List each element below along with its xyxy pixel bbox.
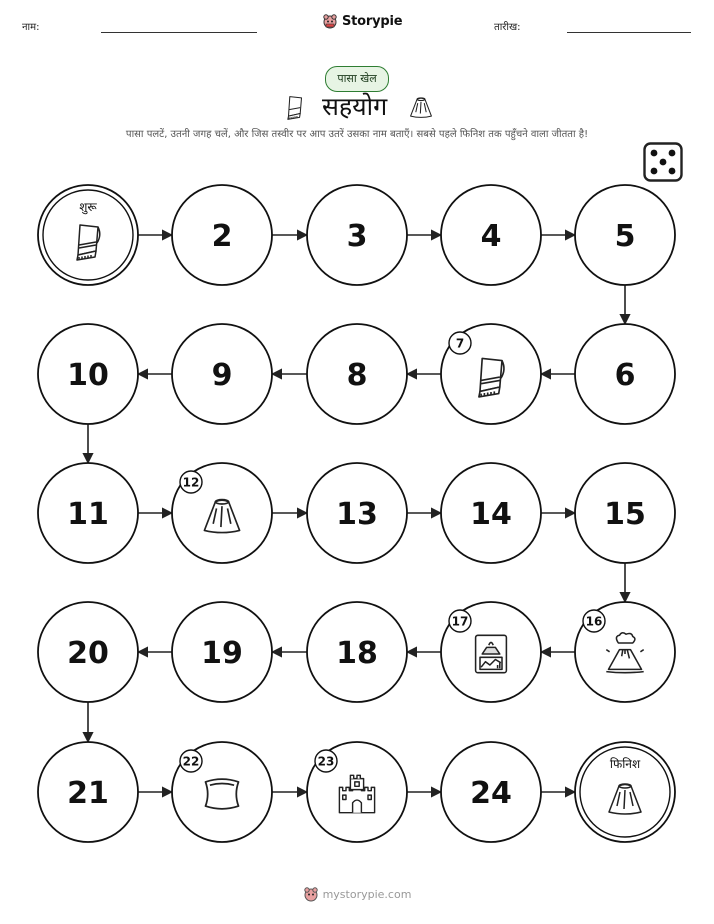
board-cell-11[interactable] xyxy=(38,463,138,563)
board-cell-24[interactable] xyxy=(441,742,541,842)
cell-number: 11 xyxy=(67,497,109,532)
board-cell-22[interactable] xyxy=(172,742,272,842)
cell-number: 8 xyxy=(346,358,368,393)
name-label: नाम: xyxy=(22,22,40,33)
cell-number: 6 xyxy=(614,358,636,393)
game-title: सहयोग xyxy=(322,92,388,121)
cell-number: 24 xyxy=(470,776,512,811)
board-cell-17[interactable] xyxy=(441,602,541,702)
cell-number: 17 xyxy=(451,614,469,629)
cell-number: 19 xyxy=(201,636,243,671)
storypie-logo-icon xyxy=(303,886,319,902)
footer-url[interactable]: mystorypie.com xyxy=(322,887,412,901)
cell-number: 3 xyxy=(346,219,368,254)
board-cell-13[interactable] xyxy=(307,463,407,563)
board-cell-18[interactable] xyxy=(307,602,407,702)
board-cell-10[interactable] xyxy=(38,324,138,424)
cell-number: 15 xyxy=(604,497,646,532)
cell-number: 16 xyxy=(585,614,603,629)
instructions: पासा पलटें, उतनी जगह चलें, और जिस तस्वीर पर आप उतरें उसका नाम बताएँ। सबसे पहले फिनिश तक पहुँचने वाला जीतता है! xyxy=(125,129,589,140)
pillow-icon xyxy=(206,779,239,809)
board-cell-7[interactable] xyxy=(441,324,541,424)
start-label: शुरू xyxy=(79,200,97,214)
cell-number: 10 xyxy=(67,358,109,393)
cell-number: 21 xyxy=(67,776,109,811)
board-cell-15[interactable] xyxy=(575,463,675,563)
board-cell-2[interactable] xyxy=(172,185,272,285)
board-cell-5[interactable] xyxy=(575,185,675,285)
board-cell-3[interactable] xyxy=(307,185,407,285)
cell-number: 20 xyxy=(67,636,109,671)
footer xyxy=(0,886,714,902)
finish-label: फिनिश xyxy=(609,757,641,771)
brand-name: Storypie xyxy=(342,13,403,29)
board-cell-8[interactable] xyxy=(307,324,407,424)
cell-number: 4 xyxy=(480,219,502,254)
board-cell-25[interactable] xyxy=(575,742,675,842)
board-cell-4[interactable] xyxy=(441,185,541,285)
volcano-report-icon xyxy=(476,635,507,672)
board-cell-12[interactable] xyxy=(172,463,272,563)
board-cell-20[interactable] xyxy=(38,602,138,702)
board-cell-1[interactable] xyxy=(38,185,138,285)
cell-number: 5 xyxy=(614,219,636,254)
cell-number: 13 xyxy=(336,497,378,532)
cell-number: 12 xyxy=(182,475,200,490)
board-cell-6[interactable] xyxy=(575,324,675,424)
board-cell-19[interactable] xyxy=(172,602,272,702)
cell-number: 14 xyxy=(470,497,512,532)
cell-number: 9 xyxy=(211,358,233,393)
board-cell-16[interactable] xyxy=(575,602,675,702)
cell-number: 7 xyxy=(455,336,465,351)
board-cell-23[interactable] xyxy=(307,742,407,842)
cell-number: 23 xyxy=(317,754,335,769)
cell-number: 2 xyxy=(211,219,233,254)
cell-number: 18 xyxy=(336,636,378,671)
board-cell-14[interactable] xyxy=(441,463,541,563)
date-label: तारीख: xyxy=(494,22,521,33)
game-type-badge: पासा खेल xyxy=(325,66,389,92)
board-cell-21[interactable] xyxy=(38,742,138,842)
cell-number: 22 xyxy=(182,754,200,769)
board-cell-9[interactable] xyxy=(172,324,272,424)
